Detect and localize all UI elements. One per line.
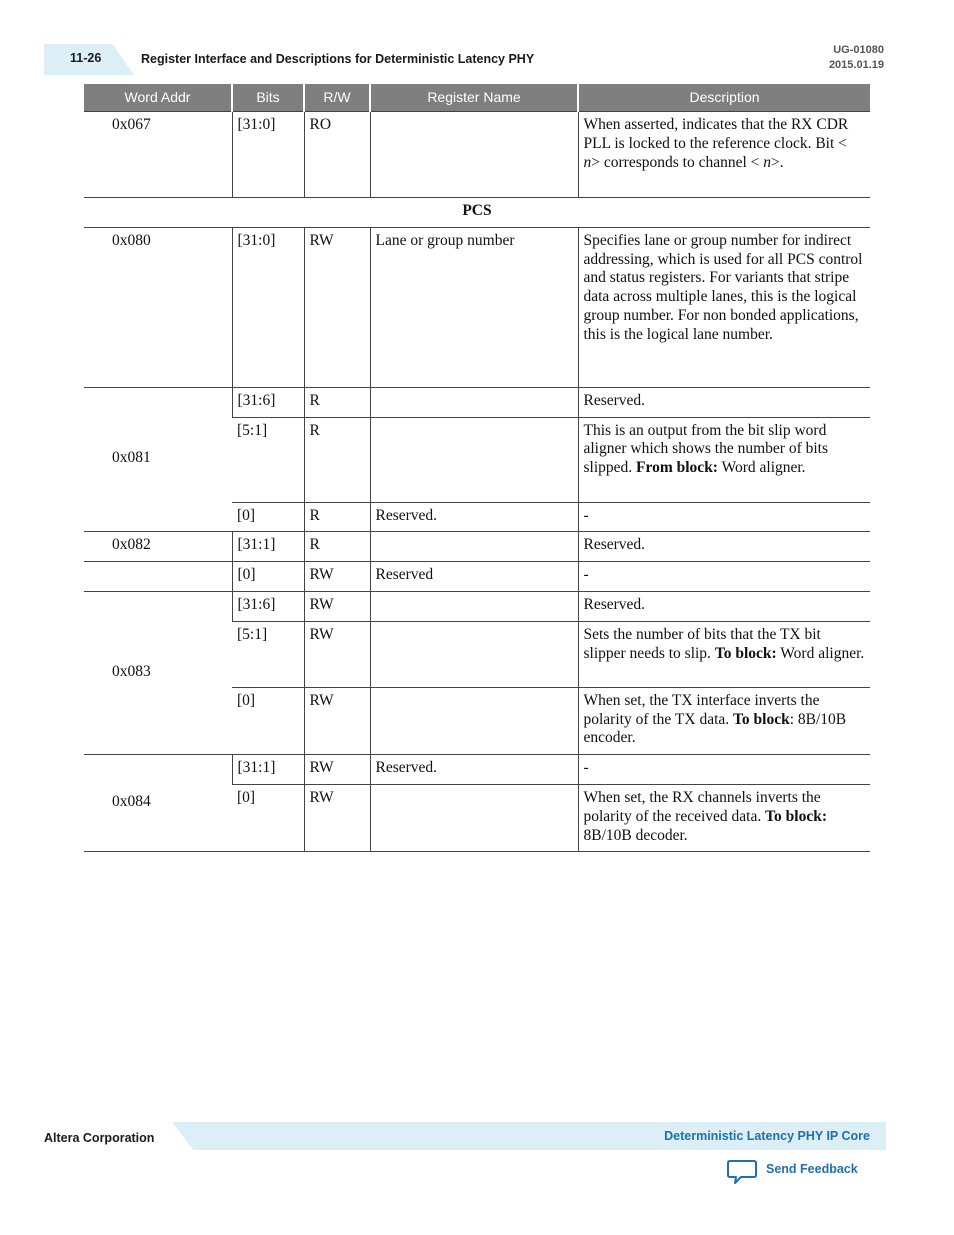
rw-cell: RW: [304, 227, 370, 387]
table-row: [84, 755, 870, 785]
description-cell: [578, 784, 870, 851]
word-addr-cell: [84, 562, 232, 592]
bits-cell: [31:6]: [232, 387, 304, 417]
footer-company-name: Altera Corporation: [44, 1131, 155, 1145]
column-header-rw: R/W: [304, 84, 370, 112]
description-text: This is an output from the bit slip word aligner which shows the number of bits slipped.: [583, 421, 829, 477]
table-row: [84, 112, 870, 198]
column-header-word-addr: Word Addr: [84, 84, 232, 112]
description-text: >.: [771, 153, 784, 171]
rw-cell: RW: [304, 562, 370, 592]
running-header-title: Register Interface and Descriptions for Deterministic Latency PHY: [141, 52, 535, 66]
description-bold-label: To block:: [765, 807, 828, 825]
table-row: [84, 532, 870, 562]
description-text: : 8B/10B encoder.: [583, 710, 847, 747]
bits-cell: [31:0]: [232, 227, 304, 387]
speech-bubble-icon: [727, 1159, 757, 1190]
column-header-register-name: Register Name: [370, 84, 578, 112]
bits-cell: [31:0]: [232, 112, 304, 198]
description-text: Sets the number of bits that the TX bit slipper needs to slip.: [583, 625, 821, 662]
section-title-pcs: PCS: [84, 198, 870, 228]
table-header-row: [84, 84, 870, 112]
column-header-description: Description: [578, 84, 870, 112]
send-feedback-link[interactable]: [727, 1159, 858, 1187]
description-text: When set, the RX channels inverts the polarity of the received data.: [583, 788, 821, 825]
word-addr-cell: 0x084: [84, 755, 232, 852]
register-name-cell: Reserved: [370, 562, 578, 592]
register-name-cell: [370, 417, 578, 502]
table-row: [84, 387, 870, 417]
description-text: When set, the TX interface inverts the polarity of the TX data.: [583, 691, 820, 728]
table-row: [84, 227, 870, 387]
register-name-cell: [370, 532, 578, 562]
description-cell: [578, 687, 870, 754]
register-name-cell: [370, 112, 578, 198]
rw-cell: RO: [304, 112, 370, 198]
description-bold-label: To block:: [714, 644, 777, 662]
section-row: [84, 198, 870, 228]
bits-cell: [31:1]: [232, 755, 304, 785]
rw-cell: RW: [304, 755, 370, 785]
register-name-cell: Reserved.: [370, 502, 578, 532]
document-id-block: [829, 43, 884, 73]
word-addr-cell: 0x080: [84, 227, 232, 387]
register-name-cell: Lane or group number: [370, 227, 578, 387]
description-text: > corresponds to channel <: [591, 153, 764, 171]
register-name-cell: [370, 687, 578, 754]
rw-cell: R: [304, 417, 370, 502]
bits-cell: [0]: [232, 687, 304, 754]
bits-cell: [0]: [232, 502, 304, 532]
register-name-cell: [370, 591, 578, 621]
description-text: When asserted, indicates that the RX CDR PLL is locked to the reference clock. Bit <: [583, 116, 849, 152]
description-bold-label: From block:: [636, 459, 718, 477]
rw-cell: R: [304, 502, 370, 532]
register-name-cell: [370, 784, 578, 851]
column-header-bits: Bits: [232, 84, 304, 112]
description-text: Word aligner.: [717, 459, 806, 477]
description-cell: [578, 112, 870, 198]
description-cell: Specifies lane or group number for indirect addressing, which is used for all PCS control and status registers. For variants that stripe data across multiple lanes, this is the logical group number. For non bonded applications, this is the logical lane number.: [578, 227, 870, 387]
register-name-cell: Reserved.: [370, 755, 578, 785]
description-cell: -: [578, 755, 870, 785]
description-bold-label: To block: [733, 710, 790, 728]
bits-cell: [31:1]: [232, 532, 304, 562]
bits-cell: [31:6]: [232, 591, 304, 621]
bits-cell: [5:1]: [232, 417, 304, 502]
channel-variable: n: [583, 153, 592, 171]
word-addr-cell: 0x081: [84, 387, 232, 532]
description-cell: -: [578, 562, 870, 592]
channel-variable: n: [763, 153, 772, 171]
description-cell: [578, 621, 870, 687]
description-cell: -: [578, 502, 870, 532]
description-cell: Reserved.: [578, 591, 870, 621]
table-row: [84, 562, 870, 592]
description-text: 8B/10B decoder.: [583, 826, 688, 844]
footer-document-title[interactable]: Deterministic Latency PHY IP Core: [664, 1129, 870, 1143]
register-table: [84, 84, 870, 852]
bits-cell: [0]: [232, 784, 304, 851]
description-text: Word aligner.: [776, 644, 865, 662]
rw-cell: RW: [304, 687, 370, 754]
send-feedback-label[interactable]: Send Feedback: [766, 1162, 858, 1176]
bits-cell: [0]: [232, 562, 304, 592]
word-addr-cell: 0x083: [84, 591, 232, 754]
bits-cell: [5:1]: [232, 621, 304, 687]
rw-cell: RW: [304, 784, 370, 851]
rw-cell: RW: [304, 591, 370, 621]
word-addr-cell: 0x067: [84, 112, 232, 198]
rw-cell: R: [304, 532, 370, 562]
register-name-cell: [370, 387, 578, 417]
word-addr-cell: 0x082: [84, 532, 232, 562]
table-row: [84, 591, 870, 621]
rw-cell: RW: [304, 621, 370, 687]
description-cell: Reserved.: [578, 532, 870, 562]
description-cell: Reserved.: [578, 387, 870, 417]
document-date: 2015.01.19: [828, 59, 884, 71]
document-id: UG-01080: [833, 44, 884, 56]
page-number: 11-26: [70, 51, 102, 65]
register-name-cell: [370, 621, 578, 687]
description-cell: [578, 417, 870, 502]
rw-cell: R: [304, 387, 370, 417]
